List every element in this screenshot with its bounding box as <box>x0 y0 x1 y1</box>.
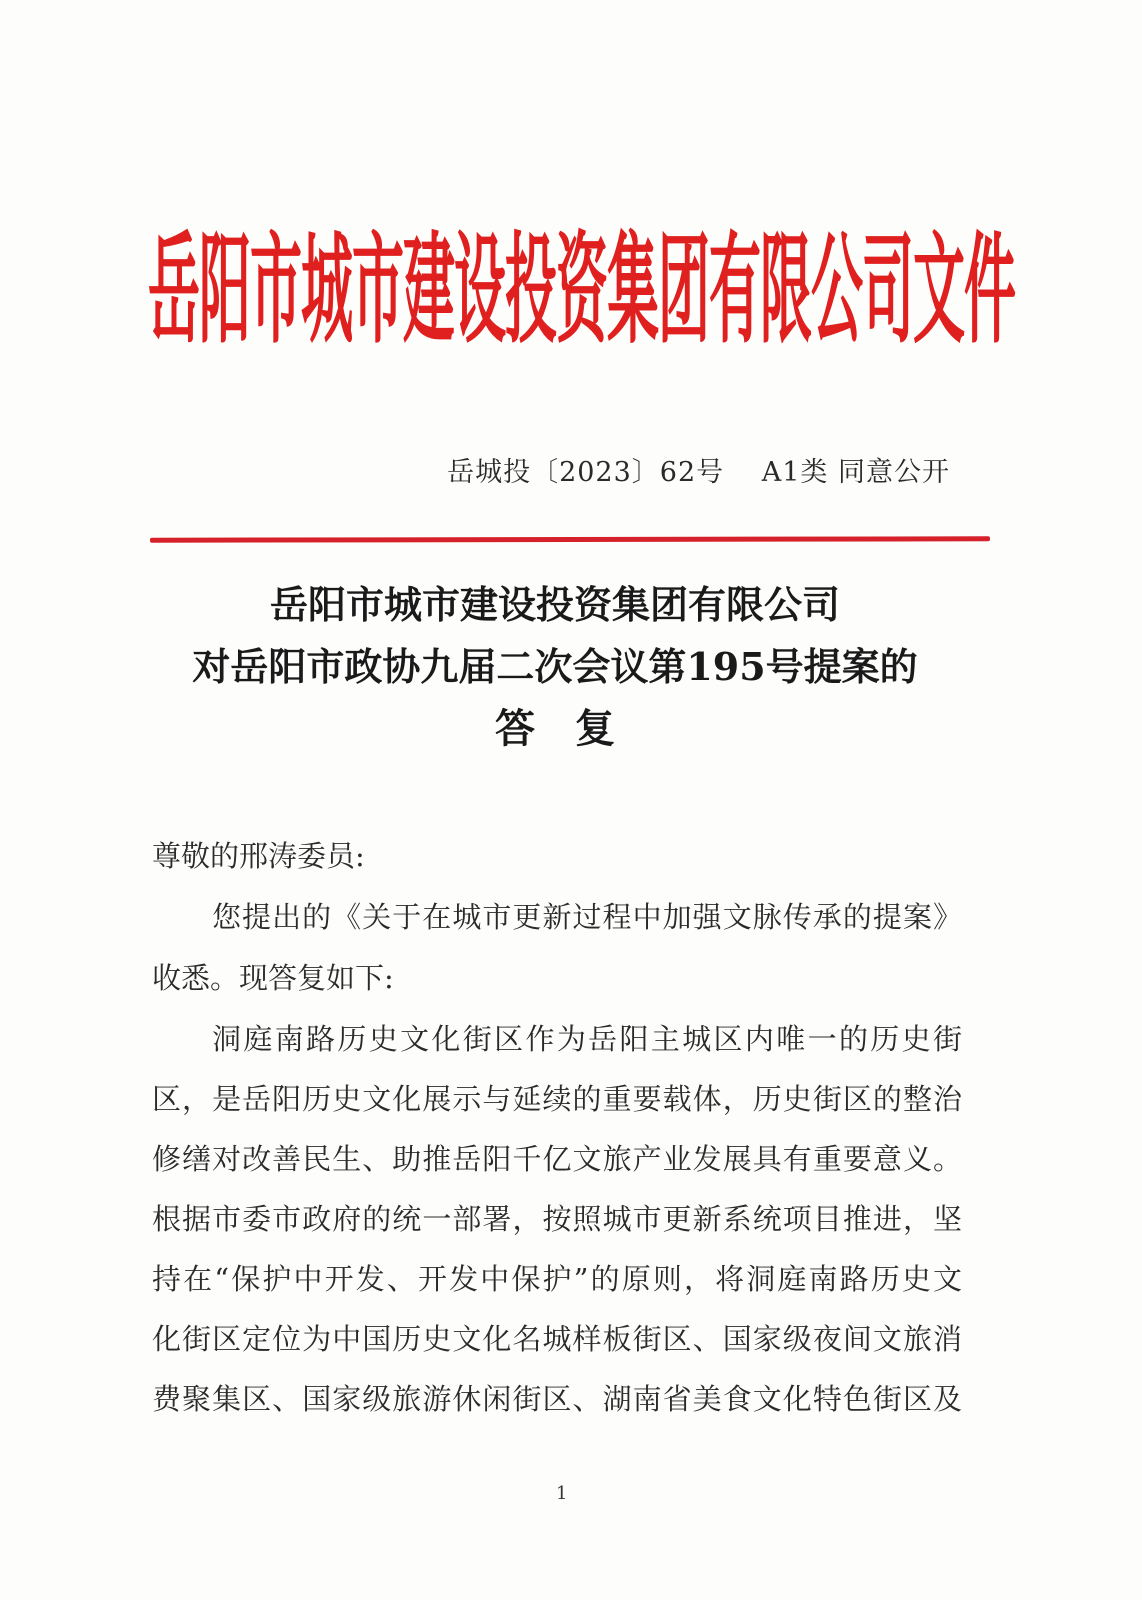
document-number: 岳城投〔2023〕62号 A1类 同意公开 <box>447 457 950 488</box>
body-line: 根据市委市政府的统一部署，按照城市更新系统项目推进，坚 <box>152 1202 962 1236</box>
title-line-2: 对岳阳市政协九届二次会议第195号提案的 <box>192 644 918 689</box>
title-line-1: 岳阳市城市建设投资集团有限公司 <box>269 582 840 627</box>
body-line: 修缮对改善民生、助推岳阳千亿文旅产业发展具有重要意义。 <box>152 1142 962 1176</box>
body-line: 持在“保护中开发、开发中保护”的原则，将洞庭南路历史文 <box>152 1262 962 1296</box>
body-line: 洞庭南路历史文化街区作为岳阳主城区内唯一的历史街 <box>212 1022 962 1056</box>
body-line: 区，是岳阳历史文化展示与延续的重要载体，历史街区的整治 <box>152 1082 962 1116</box>
title-line-3: 答 复 <box>495 705 615 752</box>
salutation: 尊敬的邢涛委员: <box>152 839 365 873</box>
page-number: 1 <box>556 1483 568 1504</box>
masthead-title: 岳阳市城市建设投资集团有限公司文件 <box>148 222 1016 361</box>
red-divider <box>150 536 990 542</box>
body-line: 化街区定位为中国历史文化名城样板街区、国家级夜间文旅消 <box>152 1322 962 1356</box>
masthead <box>148 222 1016 372</box>
body-line: 费聚集区、国家级旅游休闲街区、湖南省美食文化特色街区及 <box>152 1382 962 1416</box>
body-line: 您提出的《关于在城市更新过程中加强文脉传承的提案》 <box>212 900 962 934</box>
body-line: 收悉。现答复如下: <box>152 961 394 995</box>
